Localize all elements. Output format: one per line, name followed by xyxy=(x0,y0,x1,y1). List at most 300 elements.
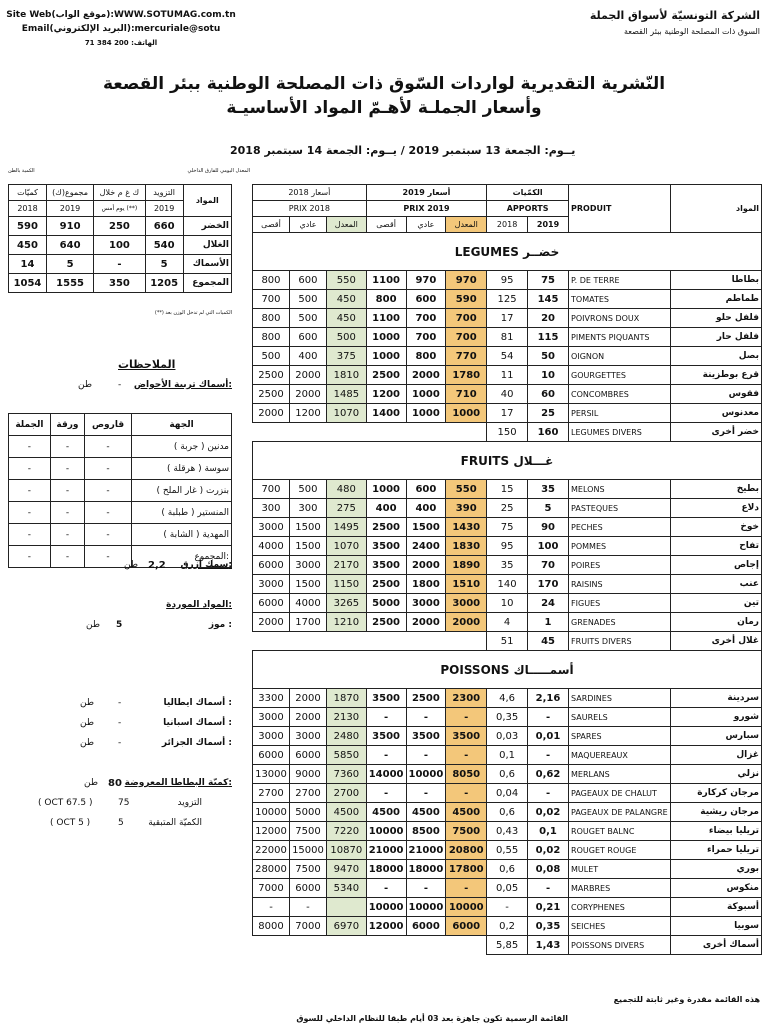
apports-2018: 40 xyxy=(487,385,528,404)
apports-2019: - xyxy=(528,879,569,898)
apports-2019: 0,35 xyxy=(528,917,569,936)
h-prix2018: أسعار 2018 xyxy=(253,185,367,201)
apports-2018: 25 xyxy=(487,499,528,518)
apports-2019: 90 xyxy=(528,518,569,537)
product-fr: PASTEQUES xyxy=(569,499,671,518)
summary-prev: 250 xyxy=(94,217,145,236)
product-fr: PAGEAUX DE PALANGRE xyxy=(569,803,671,822)
price-2019-max: 1000 xyxy=(366,328,406,347)
price-2019-avg: 3500 xyxy=(446,727,487,746)
price-2018-max: 10000 xyxy=(253,803,290,822)
summary-q2018: 14 xyxy=(9,255,47,274)
product-fr: FIGUES xyxy=(569,594,671,613)
market-bass: - xyxy=(85,546,132,568)
apports-2018: 51 xyxy=(487,632,528,651)
price-2019-avg: 3000 xyxy=(446,594,487,613)
product-fr: RAISINS xyxy=(569,575,671,594)
price-2018-avg: 5850 xyxy=(326,746,366,765)
price-2018-ordinary: 1500 xyxy=(289,537,326,556)
mk-h-region: الجهة xyxy=(132,414,232,436)
product-ar: دلاع xyxy=(671,499,762,518)
price-2019-ordinary: 1500 xyxy=(406,518,446,537)
apports-2018: 15 xyxy=(487,480,528,499)
empty-cell xyxy=(406,632,446,651)
summary-table xyxy=(8,184,232,293)
h-prix2019-fr: PRIX 2019 xyxy=(366,201,486,217)
apports-2018: 17 xyxy=(487,404,528,423)
product-ar: قرع بوطزينة xyxy=(671,366,762,385)
apports-2019: 2,16 xyxy=(528,689,569,708)
price-2019-avg: 390 xyxy=(446,499,487,518)
h-y2018: 2018 xyxy=(487,217,528,233)
apports-2019: 160 xyxy=(528,423,569,442)
price-2018-max: 3000 xyxy=(253,727,290,746)
product-ar: تريليا حمراء xyxy=(671,841,762,860)
price-2019-ordinary: 10000 xyxy=(406,765,446,784)
price-2018-ordinary: 7500 xyxy=(289,822,326,841)
apports-2019: 0,01 xyxy=(528,727,569,746)
product-ar: غلال أخرى xyxy=(671,632,762,651)
apports-2018: 0,6 xyxy=(487,803,528,822)
blue-fish-unit: طن xyxy=(124,560,139,570)
price-2018-max: 2500 xyxy=(253,385,290,404)
product-ar: أسماك أخرى xyxy=(671,936,762,955)
summary-prev: - xyxy=(94,255,145,274)
product-row xyxy=(253,309,762,328)
price-2019-max: 10000 xyxy=(366,822,406,841)
price-2019-max: 12000 xyxy=(366,917,406,936)
mk-h-bass: قاروص xyxy=(85,414,132,436)
price-2018-avg: 275 xyxy=(326,499,366,518)
product-row xyxy=(253,556,762,575)
price-2018-max: 800 xyxy=(253,271,290,290)
product-row xyxy=(253,860,762,879)
price-2018-avg: 450 xyxy=(326,290,366,309)
price-2018-avg: 1495 xyxy=(326,518,366,537)
price-2018-avg: 550 xyxy=(326,271,366,290)
price-2018-max: 3300 xyxy=(253,689,290,708)
prices-table xyxy=(252,184,762,955)
product-fr: GOURGETTES xyxy=(569,366,671,385)
price-2019-max: 2500 xyxy=(366,366,406,385)
market-total: - xyxy=(9,458,51,480)
h-max-18: أقصى xyxy=(253,217,290,233)
product-fr: SEICHES xyxy=(569,917,671,936)
summary-total: 5 xyxy=(46,255,93,274)
product-ar: معدنوس xyxy=(671,404,762,423)
italy-unit: طن xyxy=(80,698,95,708)
org-sub: السوق ذات المصلحة الوطنية ببئر القصعة xyxy=(623,27,760,36)
empty-cell xyxy=(253,423,290,442)
summary-total: 1555 xyxy=(46,274,93,293)
empty-cell xyxy=(326,936,366,955)
price-2019-ordinary: - xyxy=(406,746,446,765)
product-ar: تريليا بيضاء xyxy=(671,822,762,841)
price-2019-ordinary: 600 xyxy=(406,290,446,309)
sum-sh-2: يوم أمس (**) xyxy=(94,201,145,217)
italy-value: - xyxy=(118,698,122,708)
h-y2019: 2019 xyxy=(528,217,569,233)
h-max-19: أقصى xyxy=(366,217,406,233)
summary-label: الأسماك xyxy=(183,255,231,274)
price-2018-avg: 9470 xyxy=(326,860,366,879)
product-fr: P. DE TERRE xyxy=(569,271,671,290)
price-2019-avg: 1830 xyxy=(446,537,487,556)
market-row xyxy=(9,524,232,546)
price-2018-ordinary: 500 xyxy=(289,480,326,499)
price-2018-avg: 2700 xyxy=(326,784,366,803)
price-2019-max: 5000 xyxy=(366,594,406,613)
apports-2018: 0,35 xyxy=(487,708,528,727)
price-2018-max: 800 xyxy=(253,328,290,347)
product-fr: POIRES xyxy=(569,556,671,575)
sum-h-tot: مجموع(ك) xyxy=(46,185,93,201)
market-region: المهدية ( الشابة ) xyxy=(132,524,232,546)
market-row xyxy=(9,502,232,524)
price-2018-max: 4000 xyxy=(253,537,290,556)
sum-sh-1: 2019 xyxy=(46,201,93,217)
price-2018-ordinary: 1500 xyxy=(289,575,326,594)
price-2018-avg: 500 xyxy=(326,328,366,347)
product-row xyxy=(253,727,762,746)
price-2018-ordinary: 500 xyxy=(289,290,326,309)
italy-label: أسماك ايطاليا : xyxy=(163,698,232,708)
product-row xyxy=(253,271,762,290)
h-moy-19: المعدل xyxy=(446,217,487,233)
market-region: المنستير ( طبلبة ) xyxy=(132,502,232,524)
h-prix2018-fr: PRIX 2018 xyxy=(253,201,367,217)
price-2018-avg: 480 xyxy=(326,480,366,499)
market-bass: - xyxy=(85,436,132,458)
apports-2018: - xyxy=(487,898,528,917)
price-2018-ordinary: 6000 xyxy=(289,746,326,765)
sum-h-prev: ك غ م خلال xyxy=(94,185,145,201)
price-2019-ordinary: 2400 xyxy=(406,537,446,556)
sum-sh-0: 2018 xyxy=(9,201,47,217)
price-2019-avg: 1000 xyxy=(446,404,487,423)
sum-sh-3: 2019 xyxy=(145,201,183,217)
price-2018-avg: 1870 xyxy=(326,689,366,708)
product-ar: غزال xyxy=(671,746,762,765)
price-2019-avg: 970 xyxy=(446,271,487,290)
section-title: FRUITS غـــلال xyxy=(253,442,762,480)
product-fr: POIVRONS DOUX xyxy=(569,309,671,328)
market-region: مدنين ( جربة ) xyxy=(132,436,232,458)
apports-2019: 24 xyxy=(528,594,569,613)
price-2018-ordinary: 2700 xyxy=(289,784,326,803)
price-2019-avg: 770 xyxy=(446,347,487,366)
price-2019-max: 400 xyxy=(366,499,406,518)
price-2019-ordinary: 8500 xyxy=(406,822,446,841)
market-total: - xyxy=(9,524,51,546)
email-text[interactable]: Email(البريد الإلكتروني):mercuriale@sotu xyxy=(21,24,221,34)
product-fr: POMMES xyxy=(569,537,671,556)
product-ar: سردينة xyxy=(671,689,762,708)
price-2018-ordinary: 2000 xyxy=(289,385,326,404)
product-fr: PIMENTS PIQUANTS xyxy=(569,328,671,347)
price-2019-avg: 2300 xyxy=(446,689,487,708)
phone-text: الهاتف: 200 384 71 xyxy=(84,39,158,47)
apports-2018: 150 xyxy=(487,423,528,442)
price-2019-avg: 700 xyxy=(446,328,487,347)
summary-footnote: (**) الكميات التي لم تدخل الوزن بعد xyxy=(154,310,232,316)
summary-row xyxy=(9,255,232,274)
price-2019-max: 3500 xyxy=(366,537,406,556)
price-2019-avg: - xyxy=(446,746,487,765)
price-2019-max: 3500 xyxy=(366,689,406,708)
price-2018-max: 800 xyxy=(253,309,290,328)
footnote-2: القائمة الرسمية تكون جاهزة بعد 03 أيام طبقا للنظام الداخلي للسوق xyxy=(296,1014,568,1023)
apports-2019: 10 xyxy=(528,366,569,385)
apports-2019: 75 xyxy=(528,271,569,290)
price-2019-avg: 4500 xyxy=(446,803,487,822)
price-2018-max: 2000 xyxy=(253,404,290,423)
section-header xyxy=(253,233,762,271)
sum-h-q: كميّات xyxy=(9,185,47,201)
market-row xyxy=(9,436,232,458)
product-ar: فقوس xyxy=(671,385,762,404)
product-fr: SARDINES xyxy=(569,689,671,708)
price-2018-max: 3000 xyxy=(253,708,290,727)
summary-prev: 100 xyxy=(94,236,145,255)
price-2018-ordinary: 2000 xyxy=(289,689,326,708)
market-total: - xyxy=(9,436,51,458)
apports-2019: - xyxy=(528,746,569,765)
market-leaf: - xyxy=(50,546,84,568)
product-row xyxy=(253,518,762,537)
banana-value: 5 xyxy=(116,620,123,630)
product-row xyxy=(253,822,762,841)
algeria-unit: طن xyxy=(80,738,95,748)
spain-unit: طن xyxy=(80,718,95,728)
price-2018-ordinary: 300 xyxy=(289,499,326,518)
apports-2018: 4,6 xyxy=(487,689,528,708)
h-ord-18: عادي xyxy=(289,217,326,233)
product-ar: منكوس xyxy=(671,879,762,898)
price-2019-ordinary: - xyxy=(406,708,446,727)
price-2019-avg: - xyxy=(446,708,487,727)
product-fr: PAGEAUX DE CHALUT xyxy=(569,784,671,803)
price-2019-avg: 590 xyxy=(446,290,487,309)
product-row xyxy=(253,537,762,556)
price-2018-avg: 1810 xyxy=(326,366,366,385)
price-2018-ordinary: 6000 xyxy=(289,879,326,898)
h-prix2019: أسعار 2019 xyxy=(366,185,486,201)
product-fr: OIGNON xyxy=(569,347,671,366)
price-2019-ordinary: 400 xyxy=(406,499,446,518)
market-region: بنزرت ( غار الملح ) xyxy=(132,480,232,502)
product-ar: إجاص xyxy=(671,556,762,575)
footnote-1: هذه القائمة مقدرة وغير ثابتة للتجميع xyxy=(613,995,760,1004)
price-2019-ordinary: 700 xyxy=(406,309,446,328)
price-2019-max: 2500 xyxy=(366,575,406,594)
product-fr: MELONS xyxy=(569,480,671,499)
product-fr: MARBRES xyxy=(569,879,671,898)
report-date: يــوم: الجمعة 13 سبتمبر 2019 / يــوم: الجمعة 14 سبتمبر 2018 xyxy=(230,144,576,157)
price-2018-avg: 7220 xyxy=(326,822,366,841)
price-2019-avg: 7500 xyxy=(446,822,487,841)
apports-2018: 54 xyxy=(487,347,528,366)
price-2018-max: 300 xyxy=(253,499,290,518)
h-moy-18: المعدل xyxy=(326,217,366,233)
price-2019-avg: 6000 xyxy=(446,917,487,936)
price-2019-avg: - xyxy=(446,879,487,898)
price-2019-ordinary: - xyxy=(406,784,446,803)
h-ord-19: عادي xyxy=(406,217,446,233)
website-text[interactable]: Site Web(موقع الواب):WWW.SOTUMAG.com.tn xyxy=(6,10,236,20)
apports-2019: 1 xyxy=(528,613,569,632)
price-2018-avg: 1070 xyxy=(326,404,366,423)
price-2018-ordinary: 500 xyxy=(289,309,326,328)
apports-2018: 75 xyxy=(487,518,528,537)
apports-2019: 5 xyxy=(528,499,569,518)
product-ar: خوخ xyxy=(671,518,762,537)
apports-2019: 0,62 xyxy=(528,765,569,784)
spain-value: - xyxy=(118,718,122,728)
product-row xyxy=(253,290,762,309)
price-2019-ordinary: 2000 xyxy=(406,556,446,575)
apports-2018: 95 xyxy=(487,271,528,290)
product-ar: تفاح xyxy=(671,537,762,556)
price-2019-max: 14000 xyxy=(366,765,406,784)
empty-cell xyxy=(253,632,290,651)
product-row xyxy=(253,594,762,613)
price-2018-max: 2500 xyxy=(253,366,290,385)
price-2019-max: 1000 xyxy=(366,347,406,366)
product-row xyxy=(253,917,762,936)
apports-2018: 10 xyxy=(487,594,528,613)
price-2018-max: 28000 xyxy=(253,860,290,879)
price-2018-avg: 1485 xyxy=(326,385,366,404)
price-2019-max: 1100 xyxy=(366,271,406,290)
price-2019-max: - xyxy=(366,879,406,898)
apports-2018: 0,2 xyxy=(487,917,528,936)
product-fr: TOMATES xyxy=(569,290,671,309)
price-2018-ordinary: 1200 xyxy=(289,404,326,423)
price-2019-max: 1400 xyxy=(366,404,406,423)
apports-2019: 25 xyxy=(528,404,569,423)
product-fr: POISSONS DIVERS xyxy=(569,936,671,955)
market-leaf: - xyxy=(50,458,84,480)
price-2019-avg: 710 xyxy=(446,385,487,404)
blue-fish-label: سمك أزرق: xyxy=(180,560,232,570)
price-2019-avg: 1780 xyxy=(446,366,487,385)
product-row xyxy=(253,765,762,784)
price-2019-max: 1000 xyxy=(366,480,406,499)
price-2018-max: - xyxy=(253,898,290,917)
price-2019-ordinary: 2000 xyxy=(406,366,446,385)
summary-total: 640 xyxy=(46,236,93,255)
product-ar: مرجان ريشية xyxy=(671,803,762,822)
section-title: LEGUMES خضــر xyxy=(253,233,762,271)
product-ar: رمان xyxy=(671,613,762,632)
product-fr: CONCOMBRES xyxy=(569,385,671,404)
sum-h-supply: التزويد xyxy=(145,185,183,201)
summary-supply: 1205 xyxy=(145,274,183,293)
price-2018-avg: 2480 xyxy=(326,727,366,746)
price-2019-max: - xyxy=(366,746,406,765)
mk-h-total: الجملة xyxy=(9,414,51,436)
empty-cell xyxy=(446,423,487,442)
apports-2019: 115 xyxy=(528,328,569,347)
blue-fish-value: 2,2 xyxy=(148,560,166,571)
product-row xyxy=(253,328,762,347)
price-2018-avg: 2130 xyxy=(326,708,366,727)
price-2019-max: - xyxy=(366,708,406,727)
apports-2019: 0,02 xyxy=(528,841,569,860)
price-2018-avg: 10870 xyxy=(326,841,366,860)
product-fr: ROUGET ROUGE xyxy=(569,841,671,860)
price-2018-ordinary: 4000 xyxy=(289,594,326,613)
price-2018-max: 3000 xyxy=(253,575,290,594)
product-ar: سبارس xyxy=(671,727,762,746)
remaining-note: ( OCT 5 ) xyxy=(50,818,91,828)
product-fr: SAURELS xyxy=(569,708,671,727)
potato-value: 80 xyxy=(108,778,122,789)
h-apports-ar: الكمّيات xyxy=(487,185,569,201)
h-apports: APPORTS xyxy=(487,201,569,217)
section-title: POISSONS أسمـــــاك xyxy=(253,651,762,689)
apports-2019: - xyxy=(528,784,569,803)
supply-note: ( OCT 67.5 ) xyxy=(38,798,93,808)
price-2019-ordinary: 800 xyxy=(406,347,446,366)
price-2019-max: - xyxy=(366,784,406,803)
apports-2018: 0,03 xyxy=(487,727,528,746)
market-leaf: - xyxy=(50,436,84,458)
product-fr: CORYPHENES xyxy=(569,898,671,917)
apports-2019: 0,02 xyxy=(528,803,569,822)
summary-q2018: 450 xyxy=(9,236,47,255)
summary-label: الغلال xyxy=(183,236,231,255)
price-2019-ordinary: 2000 xyxy=(406,613,446,632)
remaining-value: 5 xyxy=(118,818,124,828)
price-2019-avg: 17800 xyxy=(446,860,487,879)
price-2019-avg: 1510 xyxy=(446,575,487,594)
price-2019-ordinary: 2500 xyxy=(406,689,446,708)
price-2019-max: 2500 xyxy=(366,518,406,537)
price-2018-max: 22000 xyxy=(253,841,290,860)
price-2018-avg: 7360 xyxy=(326,765,366,784)
header-contact xyxy=(6,8,236,50)
price-2019-ordinary: 600 xyxy=(406,480,446,499)
price-2018-ordinary: 2000 xyxy=(289,708,326,727)
price-2019-ordinary: 4500 xyxy=(406,803,446,822)
apports-2018: 0,55 xyxy=(487,841,528,860)
price-2018-max: 8000 xyxy=(253,917,290,936)
summary-supply: 540 xyxy=(145,236,183,255)
h-produit: PRODUIT xyxy=(569,185,671,233)
price-2019-max: 3500 xyxy=(366,556,406,575)
product-row xyxy=(253,385,762,404)
apports-2018: 5,85 xyxy=(487,936,528,955)
product-row xyxy=(253,423,762,442)
price-2018-ordinary: 3000 xyxy=(289,556,326,575)
apports-2019: 60 xyxy=(528,385,569,404)
empty-cell xyxy=(289,423,326,442)
product-ar: شورو xyxy=(671,708,762,727)
apports-2018: 140 xyxy=(487,575,528,594)
empty-cell xyxy=(446,632,487,651)
apports-2018: 35 xyxy=(487,556,528,575)
potato-label: كميّة البطاطا المعروضة: xyxy=(124,778,232,788)
product-ar: أسبوكة xyxy=(671,898,762,917)
price-2019-ordinary: - xyxy=(406,879,446,898)
price-2019-avg: 2000 xyxy=(446,613,487,632)
market-bass: - xyxy=(85,458,132,480)
price-2018-avg: 3265 xyxy=(326,594,366,613)
price-2018-ordinary: 600 xyxy=(289,328,326,347)
banana-unit: طن xyxy=(86,620,101,630)
